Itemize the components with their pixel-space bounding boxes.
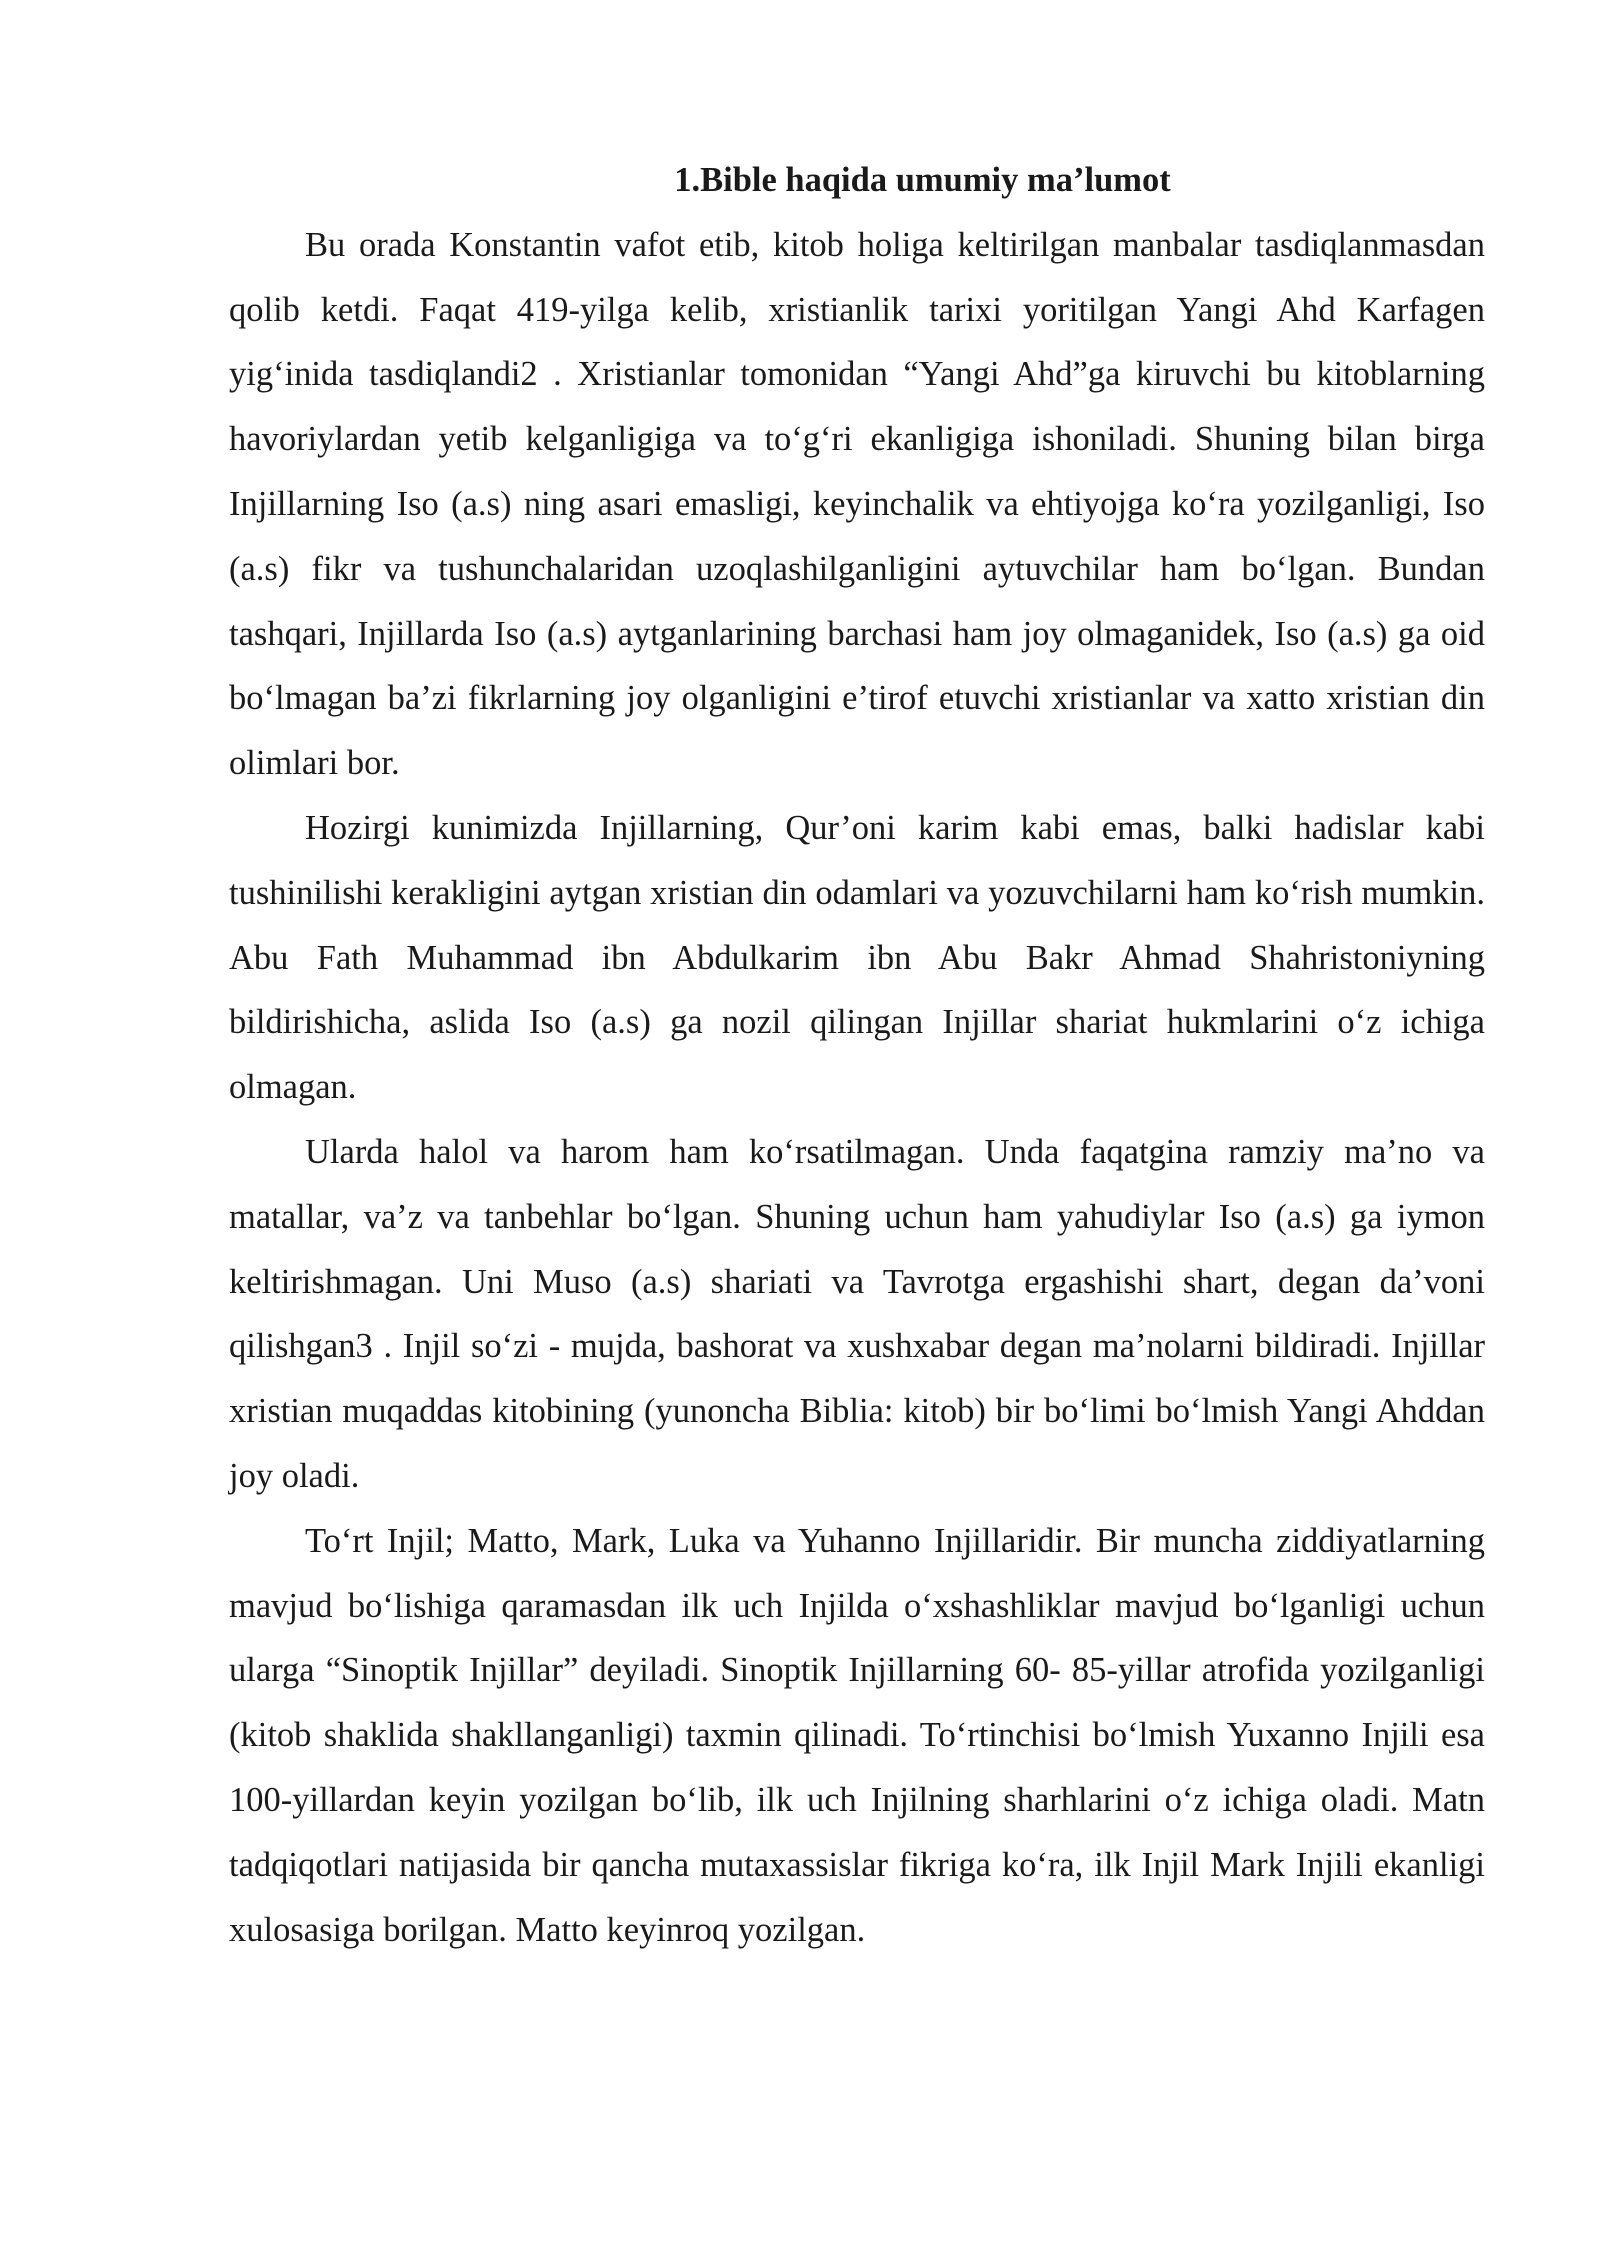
paragraph-1: Bu orada Konstantin vafot etib, kitob holiga keltirilgan manbalar tasdiqlanmasdan qolib ketdi. Faqat 419-yilga kelib, xristianlik tarixi yoritilgan Yangi Ahd Karfagen yig‘inida tasdiqlandi2 . Xristianlar tomonidan “Yangi Ahd”ga kiruvchi bu kitoblarning havoriylardan yetib kelganligiga va to‘g‘ri ekanligiga ishoniladi. Shuning bilan birga Injillarning Iso (a.s) ning asari emasligi, keyinchalik va ehtiyojga ko‘ra yozilganligi, Iso (a.s) fikr va tushunchalaridan uzoqlashilganligini aytuvchilar ham bo‘lgan. Bundan tashqari, Injillarda Iso (a.s) aytganlarining barchasi ham joy olmaganidek, Iso (a.s) ga oid bo‘lmagan ba’zi fikrlarning joy olganligini e’tirof etuvchi xristianlar va xatto xristian din olimlari bor. <box>229 225 1485 783</box>
paragraph-4: To‘rt Injil; Matto, Mark, Luka va Yuhanno Injillaridir. Bir muncha ziddiyatlarning mavjud bo‘lishiga qaramasdan ilk uch Injilda o‘xshashliklar mavjud bo‘lganligi uchun ularga “Sinoptik Injillar” deyiladi. Sinoptik Injillarning 60- 85-yillar atrofida yozilganligi (kitob shaklida shakllanganligi) taxmin qilinadi. To‘rtinchisi bo‘lmish Yuxanno Injili esa 100-yillardan keyin yozilgan bo‘lib, ilk uch Injilning sharhlarini o‘z ichiga oladi. Matn tadqiqotlari natijasida bir qancha mutaxassislar fikriga ko‘ra, ilk Injil Mark Injili ekanligi xulosasiga borilgan. Matto keyinroq yozilgan. <box>229 1521 1485 1949</box>
paragraph-2: Hozirgi kunimizda Injillarning, Qur’oni karim kabi emas, balki hadislar kabi tushinilishi kerakligini aytgan xristian din odamlari va yozuvchilarni ham ko‘rish mumkin. Abu Fath Muhammad ibn Abdulkarim ibn Abu Bakr Ahmad Shahristoniyning bildirishicha, aslida Iso (a.s) ga nozil qilingan Injillar shariat hukmlarini o‘z ichiga olmagan. <box>229 808 1485 1107</box>
document-title: 1.Bible haqida umumiy ma’lumot <box>674 161 1171 199</box>
paragraph-3: Ularda halol va harom ham ko‘rsatilmagan. Unda faqatgina ramziy ma’no va matallar, va’z va tanbehlar bo‘lgan. Shuning uchun ham yahudiylar Iso (a.s) ga iymon keltirishmagan. Uni Muso (a.s) shariati va Tavrotga ergashishi shart, degan da’voni qilishgan3 . Injil so‘zi - mujda, bashorat va xushxabar degan ma’nolarni bildiradi. Injillar xristian muqaddas kitobining (yunoncha Biblia: kitob) bir bo‘limi bo‘lmish Yangi Ahddan joy oladi. <box>229 1132 1485 1495</box>
document-body <box>229 148 1485 1962</box>
